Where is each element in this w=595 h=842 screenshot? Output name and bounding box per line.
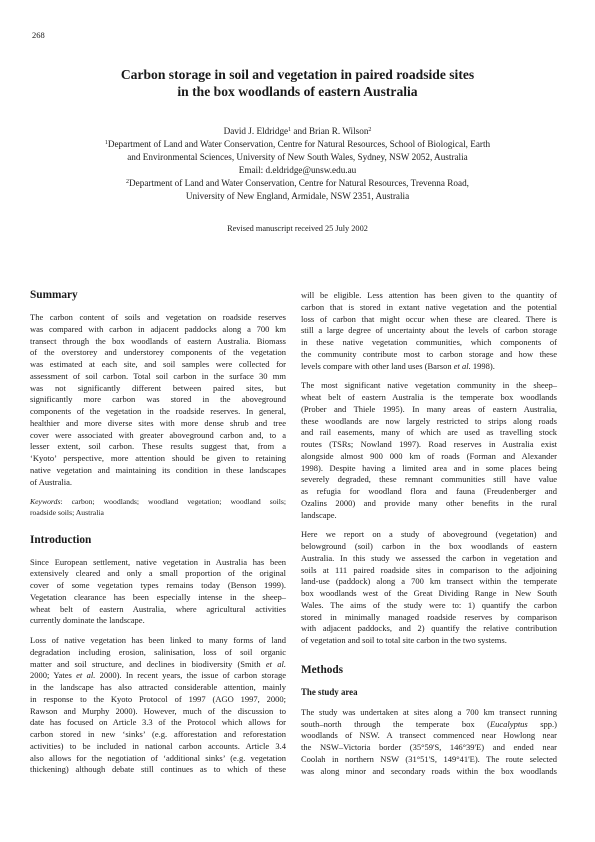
text-line: and rail easements, many of which are used as travelling stock xyxy=(301,427,557,438)
affiliation-marker: 1 xyxy=(288,127,292,133)
intro-paragraph xyxy=(30,557,286,628)
text-line: will be eligible. Less attention has been given to the quantity of xyxy=(301,290,557,300)
intro-paragraph xyxy=(30,635,286,776)
text-line: the community contribute most to carbon storage and how these xyxy=(301,348,557,359)
text-line: native vegetation and maintaining its condition in these landscapes xyxy=(30,464,286,475)
text-line: was along minor and secondary roads within the box woodlands xyxy=(301,765,557,776)
revised-date: Revised manuscript received 25 July 2002 xyxy=(227,224,368,233)
text-line: healthier and more diverse sites with more dense shrub and tree xyxy=(30,417,286,428)
text-run: 2000). In recent years, the issue of carbon storage xyxy=(95,670,286,681)
affiliation-marker: 2 xyxy=(368,127,372,133)
text-line: in the landscape has also attracted considerable attention, mainly xyxy=(30,682,286,693)
text-run: 2000; Yates xyxy=(30,670,77,681)
text-line xyxy=(301,719,557,731)
authors-affiliations xyxy=(60,125,535,202)
text-line: Wales. The aims of the study were to: 1) quantify the carbon xyxy=(301,599,557,610)
keywords-text: : carbon; woodlands; woodland vegetation; woodland soils; xyxy=(60,497,286,507)
text-line: landscape. xyxy=(301,509,337,520)
body-paragraph xyxy=(301,380,557,521)
author-email: Email: d.eldridge@unsw.edu.au xyxy=(238,164,357,175)
text-line: Australia. In this study we assessed the carbon in vegetation and xyxy=(301,552,557,563)
text-line: transect through the box woodlands of eastern Australia. Biomass xyxy=(30,335,286,346)
text-line: Vegetation clearance has been especially intense in the sheep– xyxy=(30,591,286,602)
text-line: Coolah in northern NSW (31°51'S, 149°41'E). The route selected xyxy=(301,753,557,764)
text-line: assessment of soil carbon. Total soil carbon in the surface 30 mm xyxy=(30,370,286,381)
text-line: wheat belt of eastern Australia, where agricultural activities xyxy=(30,603,286,614)
title-line: Carbon storage in soil and vegetation in paired roadside sites xyxy=(120,67,475,82)
text-line: roadside soils; Australia xyxy=(30,508,104,518)
text-line: loss of carbon that might occur when these are cleared. There is xyxy=(301,313,557,324)
body-paragraph xyxy=(301,707,557,778)
text-line: was compared with carbon in adjacent paddocks along a 700 km xyxy=(30,323,286,334)
text-line: stored in minimally managed roadside reserves by comparison xyxy=(301,611,557,622)
text-line xyxy=(30,670,286,682)
text-line: degradation including erosion, salinisation, loss of soil organic xyxy=(30,646,286,657)
affiliation-text: Department of Land and Water Conservation, Centre for Natural Resources, School of Biological, Earth xyxy=(107,138,491,149)
text-line: currently dominate the landscape. xyxy=(30,615,145,626)
text-line: was not significantly different between paired sites, but xyxy=(30,382,286,393)
text-line: Here we report on a study of aboveground (vegetation) and xyxy=(301,529,557,540)
text-line: date has focused on Article 3.3 of the Protocol which allows for xyxy=(30,717,286,728)
right-column xyxy=(301,290,557,777)
text-line: Rawson and Murphy 2000). However, much of the discussion to xyxy=(30,705,286,716)
text-line: Ozalins 2000) and provide many other benefits in the rural xyxy=(301,497,557,508)
text-line: components of the vegetation in the roadside reserves. In general, xyxy=(30,406,286,416)
study-area-heading: The study area xyxy=(301,686,358,697)
text-line: as refugia for woodland flora and fauna (Freudenberger and xyxy=(301,486,557,496)
text-line xyxy=(301,361,557,373)
text-line: carbon stored in new ‘sinks’ (e.g. afforestation and reforestation xyxy=(30,729,286,740)
text-run: matter and soil structure, and declines in biodiversity (Smith xyxy=(30,658,266,669)
body-paragraph xyxy=(301,290,557,372)
text-line: also allows for the negotiation of ‘additional sinks’ (e.g. vegetation xyxy=(30,752,286,763)
citation-etal: et al. xyxy=(265,658,286,669)
left-column xyxy=(30,288,286,776)
text-line: significantly more carbon was stored in the aboveground xyxy=(30,394,286,405)
text-line: thickening) although debate still continues as to which of these xyxy=(30,764,286,775)
affiliation-line: University of New England, Armidale, NSW 2351, Australia xyxy=(185,190,410,201)
text-line: cover were associated with greater aboveground carbon and, to a xyxy=(30,429,286,440)
summary-paragraph xyxy=(30,312,286,488)
affiliation-line: and Environmental Sciences, University of New South Wales, Sydney, NSW 2052, Australia xyxy=(127,151,468,162)
text-line: (Prober and Thiele 1995). In many areas of eastern Australia, xyxy=(301,403,557,414)
text-line: alongside almost 900 000 km of roads (Forman and Alexander xyxy=(301,450,557,461)
text-line: wheat belt of eastern Australia is the temperate box woodlands xyxy=(301,392,557,402)
text-line xyxy=(30,496,286,507)
text-line: extensively cleared and only a small proportion of the original xyxy=(30,568,286,579)
title-line: in the box woodlands of eastern Australia xyxy=(177,84,418,99)
paper-title xyxy=(60,66,535,100)
author-name: Brian R. Wilson xyxy=(308,126,369,136)
text-line: lesser extent, soil carbon. These results suggest that, from a xyxy=(30,441,286,452)
affiliation-marker: 1 xyxy=(104,139,108,146)
affiliation-line xyxy=(60,177,535,190)
text-line: of the overstorey and understorey components of the vegetation xyxy=(30,347,286,358)
affiliation-marker: 2 xyxy=(126,178,130,185)
genus-name: Eucalyptus xyxy=(489,718,528,729)
summary-heading: Summary xyxy=(30,289,78,301)
text-line: cover of some vegetation types remains today (Benson 1999). xyxy=(30,580,286,591)
text-line: The most significant native vegetation community in the sheep– xyxy=(301,380,557,391)
text-line: of Australia. xyxy=(30,476,73,487)
page-number: 268 xyxy=(32,30,45,40)
text-line: woodlands of NSW. A transect commenced near Howlong near xyxy=(301,730,557,741)
text-line: still a large degree of uncertainty about the levels of carbon storage xyxy=(301,325,557,336)
citation-etal: et al. xyxy=(453,360,471,371)
affiliation-text: Department of Land and Water Conservation, Centre for Natural Resources, Trevenna Road, xyxy=(129,177,469,188)
text-line: the NSW–Victoria border (35°59'S, 146°39'E) and ended near xyxy=(301,742,557,752)
text-line: was estimated at each site, and soil samples were collected for xyxy=(30,359,286,369)
text-line: with adjacent paddocks, and 2) quantify the relative contribution xyxy=(301,623,557,634)
citation-etal: et al. xyxy=(76,670,96,681)
text-line: carbon that is stored in extant native vegetation and the potential xyxy=(301,301,557,312)
text-line: severely degraded, these remnant communities still have value xyxy=(301,474,557,485)
text-run: spp.) xyxy=(527,718,558,729)
text-line xyxy=(30,659,286,671)
text-line: in response to the Kyoto Protocol of 1997 (AGO 1997, 2000; xyxy=(30,693,286,704)
text-run: 1998). xyxy=(470,360,495,371)
text-line: The study was undertaken at sites along a 700 km transect running xyxy=(301,706,557,717)
keywords-label: Keywords xyxy=(30,497,61,507)
text-line: in these native vegetation communities, which components of xyxy=(301,337,557,347)
text-line: The carbon content of soils and vegetation on roadside reserves xyxy=(30,312,286,322)
text-run: south–north through the temperate box ( xyxy=(301,718,490,729)
text-line: Loss of native vegetation has been linked to many forms of land xyxy=(30,635,286,646)
author-conjunction: and xyxy=(291,126,309,136)
text-line: belowground (soil) carbon in the box woodlands of eastern xyxy=(301,541,557,551)
author-line xyxy=(60,125,535,138)
author-name: David J. Eldridge xyxy=(223,126,289,136)
text-line: these woodlands are now largely restricted to strips along roads xyxy=(301,415,557,426)
text-line: of vegetation and soil to total site carbon in the two systems. xyxy=(301,635,507,645)
text-line: ‘Kyoto’ perspective, more attention should be given to retaining xyxy=(30,453,286,463)
introduction-heading: Introduction xyxy=(30,533,92,546)
text-line: soils at 111 paired roadside sites in comparison to the adjoining xyxy=(301,564,557,575)
text-run: levels compare with other land uses (Barson xyxy=(301,360,454,371)
text-line: routes (TSRs; Nowland 1997). Road reserves in Australia exist xyxy=(301,439,557,449)
methods-heading: Methods xyxy=(301,663,344,676)
body-paragraph xyxy=(301,529,557,647)
text-line: 1998). Despite having a limited area and in some places being xyxy=(301,462,557,473)
text-line: box woodlands west of the Great Dividing Range in New South xyxy=(301,588,557,598)
text-line: activities) to be included in national carbon accounts. Article 3.4 xyxy=(30,740,286,751)
keywords xyxy=(30,496,286,518)
affiliation-line xyxy=(60,138,535,151)
text-line: Since European settlement, native vegetation in Australia has been xyxy=(30,556,286,567)
text-line: land-use (paddock) along a 700 km transect within the temperate xyxy=(301,576,557,587)
